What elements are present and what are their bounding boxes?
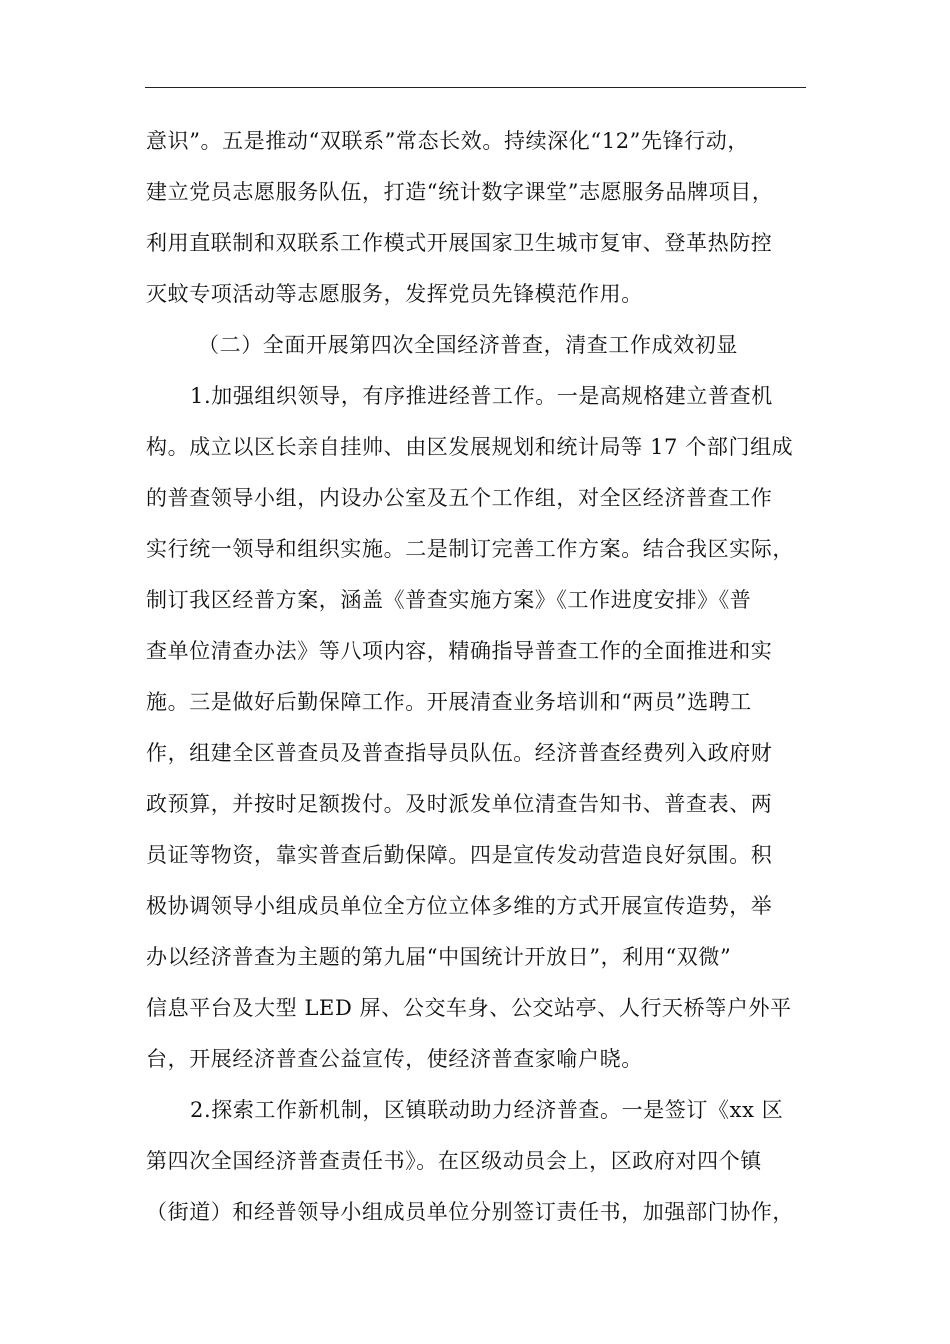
paragraph-first-line: 2.探索工作新机制，区镇联动助力经济普查。一是签订《xx 区 [190,1098,784,1122]
text-line: 意识”。五是推动“双联系”常态长效。持续深化“12”先锋行动， [146,129,749,153]
text-line: 办以经济普查为主题的第九届“中国统计开放日”，利用“双微” [146,945,732,969]
text-line: 作，组建全区普查员及普查指导员队伍。经济普查经费列入政府财 [146,741,773,765]
text-line: 信息平台及大型 LED 屏、公交车身、公交站亭、人行天桥等户外平 [146,996,792,1020]
text-line: 查单位清查办法》等八项内容，精确指导普查工作的全面推进和实 [146,639,773,663]
text-line: 政预算，并按时足额拨付。及时派发单位清查告知书、普查表、两 [146,792,773,816]
text-line: 施。三是做好后勤保障工作。开展清查业务培训和“两员”选聘工 [146,690,752,714]
text-line: 制订我区经普方案，涵盖《普查实施方案》《工作进度安排》《普 [146,588,752,612]
text-line: 利用直联制和双联系工作模式开展国家卫生城市复审、登革热防控 [146,231,773,255]
text-line: 建立党员志愿服务队伍，打造“统计数字课堂”志愿服务品牌项目， [146,180,774,204]
text-line: 的普查领导小组，内设办公室及五个工作组，对全区经济普查工作 [146,486,773,510]
text-line: 实行统一领导和组织实施。二是制订完善工作方案。结合我区实际， [146,537,794,561]
paragraph-first-line: 1.加强组织领导，有序推进经普工作。一是高规格建立普查机 [190,384,773,408]
text-line: 灭蚊专项活动等志愿服务，发挥党员先锋模范作用。 [146,282,643,306]
text-line: 极协调领导小组成员单位全方位立体多维的方式开展宣传造势，举 [146,894,773,918]
text-line: 员证等物资，靠实普查后勤保障。四是宣传发动营造良好氛围。积 [146,843,773,867]
header-rule [145,87,806,88]
text-line: （街道）和经普领导小组成员单位分别签订责任书，加强部门协作， [146,1200,794,1224]
text-line: 台，开展经济普查公益宣传，使经济普查家喻户晓。 [146,1047,643,1071]
text-line: 第四次全国经济普查责任书》。在区级动员会上，区政府对四个镇 [146,1149,762,1173]
document-body [146,116,810,1238]
section-heading: （二）全面开展第四次全国经济普查，清查工作成效初显 [198,333,738,357]
text-line: 构。成立以区长亲自挂帅、由区发展规划和统计局等 17 个部门组成 [146,435,794,459]
